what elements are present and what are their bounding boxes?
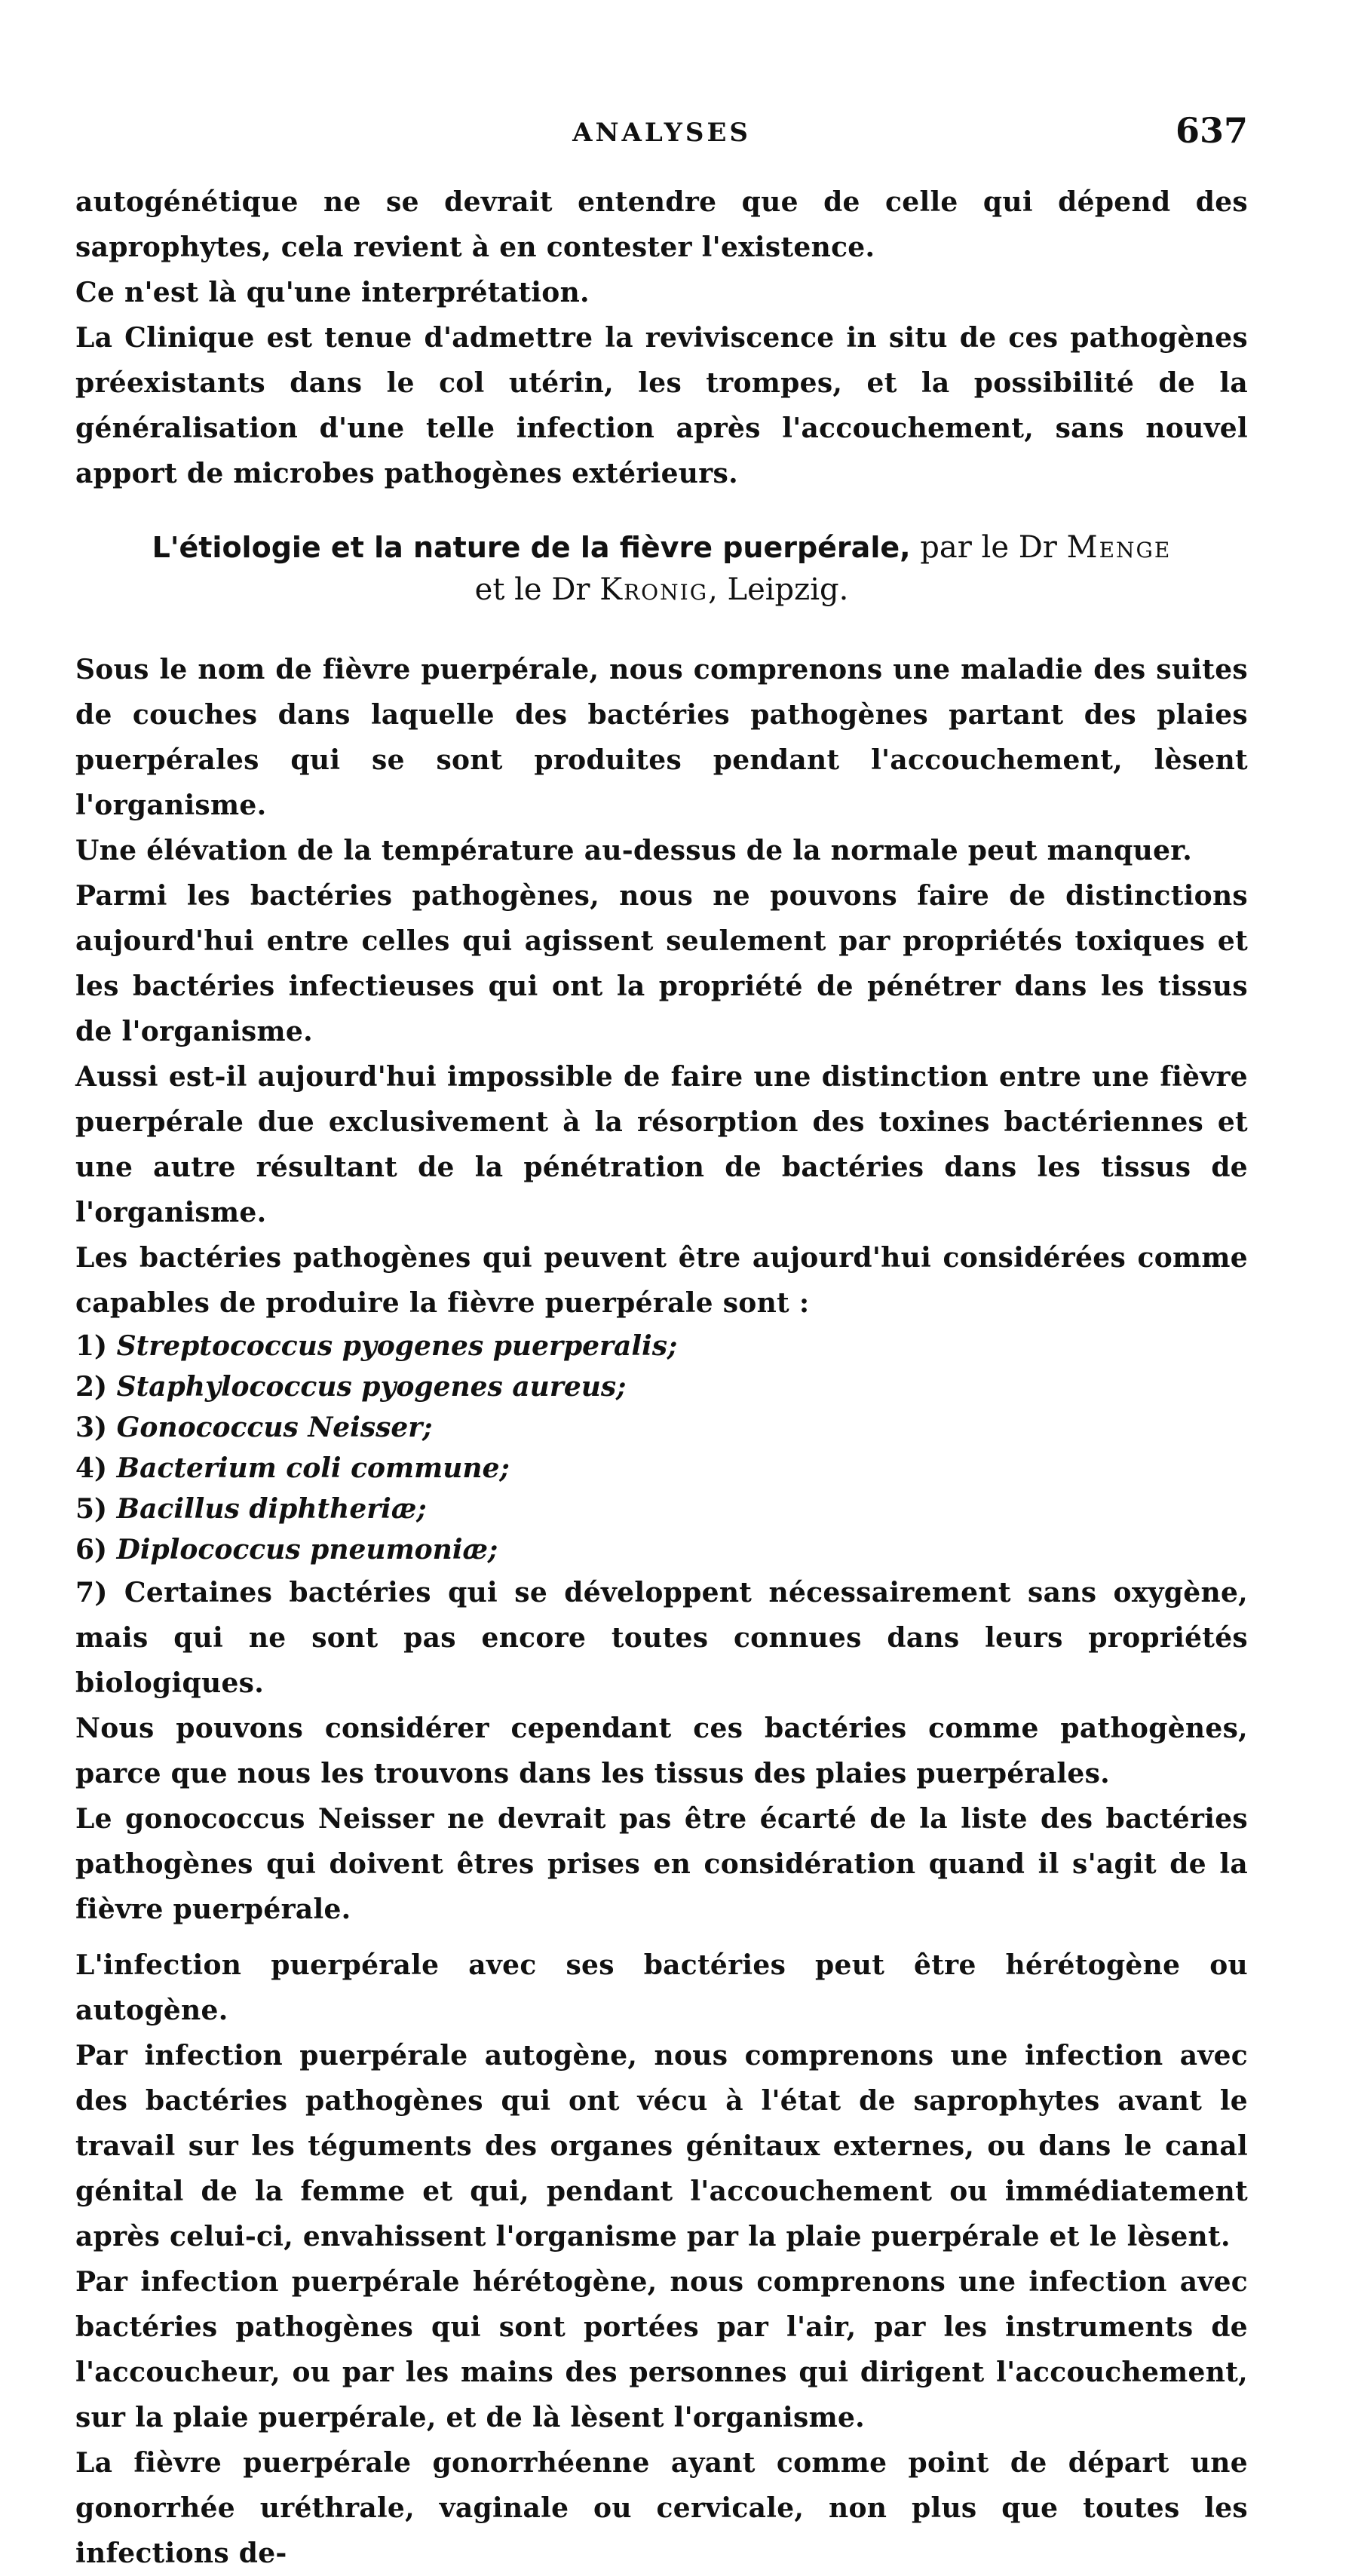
body-paragraph-1: Sous le nom de fièvre puerpérale, nous comprenons une maladie des suites de couches dans laquelle des bactéries pathogènes partant des plaies puerpérales qui se sont produites pendant l'accouchement, lèsent l'organisme. <box>75 654 1248 821</box>
body-paragraph-4: Aussi est-il aujourd'hui impossible de faire une distinction entre une fièvre puerpérale due exclusivement à la résorption des toxines bactériennes et une autre résultant de la pénétration de bactéries dans les tissus de l'organisme. <box>75 1061 1248 1228</box>
body-paragraph-5: Les bactéries pathogènes qui peuvent être aujourd'hui considérées comme capables de produire la fièvre puerpérale sont : <box>75 1242 1248 1319</box>
list-item-7: 7) Certaines bactéries qui se développent nécessairement sans oxygène, mais qui ne sont pas encore toutes connues dans leurs propriétés biologiques. <box>75 1577 1248 1699</box>
list-item <box>75 1366 1248 1407</box>
paragraph-gap <box>75 1932 1248 1943</box>
body-paragraph-3: Parmi les bactéries pathogènes, nous ne pouvons faire de distinctions aujourd'hui entre celles qui agissent seulement par propriétés toxiques et les bactéries infectieuses qui ont la propriété de pénétrer dans les tissus de l'organisme. <box>75 880 1248 1047</box>
article-title-by: par le Dr <box>910 530 1067 565</box>
intro-paragraph-1: autogénétique ne se devrait entendre que de celle qui dépend des saprophytes, cela revient à en contester l'existence. <box>75 186 1248 263</box>
intro-paragraph-2: Ce n'est là qu'une interprétation. <box>75 277 590 308</box>
after-list-paragraph-6: La fièvre puerpérale gonorrhéenne ayant comme point de départ une gonorrhée uréthrale, vaginale ou cervicale, non plus que toutes les infections de- <box>75 2447 1248 2569</box>
article-location: , Leipzig. <box>708 572 849 607</box>
after-list-paragraph-4: Par infection puerpérale autogène, nous comprenons une infection avec des bactéries pathogènes qui ont vécu à l'état de saprophytes avant le travail sur les téguments des organes génitaux externes, ou dans le canal génital de la femme et qui, pendant l'accouchement ou immédiatement après celui-ci, envahissent l'organisme par la plaie puerpérale et le lèsent. <box>75 2040 1248 2252</box>
after-list-paragraph-1: Nous pouvons considérer cependant ces bactéries comme pathogènes, parce que nous les trouvons dans les tissus des plaies puerpérales. <box>75 1713 1248 1789</box>
article-title-main: L'étiologie et la nature de la fièvre puerpérale, <box>152 531 911 564</box>
list-item-text: Diplococcus pneumoniæ; <box>116 1534 498 1566</box>
list-item-text: Staphylococcus pyogenes aureus; <box>116 1371 627 1403</box>
list-item-number: 2) <box>75 1371 108 1403</box>
list-item-number: 4) <box>75 1452 108 1484</box>
list-item-number: 6) <box>75 1534 108 1566</box>
bacteria-list <box>75 1326 1248 1570</box>
article-title-line2: et le Dr <box>474 572 600 607</box>
intro-paragraph-3: La Clinique est tenue d'admettre la reviviscence in situ de ces pathogènes préexistants dans le col utérin, les trompes, et la possibilité de la généralisation d'une telle infection après l'accouchement, sans nouvel apport de microbes pathogènes extérieurs. <box>75 322 1248 489</box>
list-item <box>75 1326 1248 1366</box>
list-item <box>75 1529 1248 1570</box>
page-number: 637 <box>1175 110 1248 151</box>
list-item-text: Bacillus diphtheriæ; <box>116 1493 427 1525</box>
list-item-text: Bacterium coli commune; <box>116 1452 510 1484</box>
list-item-text: Gonococcus Neisser; <box>116 1412 433 1443</box>
article-title <box>75 526 1248 611</box>
after-list-paragraph-2: Le gonococcus Neisser ne devrait pas être écarté de la liste des bactéries pathogènes qui doivent êtres prises en considération quand il s'agit de la fièvre puerpérale. <box>75 1803 1248 1925</box>
article-author-1: Menge <box>1066 530 1172 565</box>
article-author-2: Kronig <box>599 572 709 607</box>
list-item-number: 5) <box>75 1493 108 1525</box>
running-head <box>75 110 1248 173</box>
list-item-text: Streptococcus pyogenes puerperalis; <box>116 1330 678 1362</box>
list-item-number: 3) <box>75 1412 108 1443</box>
after-list-paragraph-3: L'infection puerpérale avec ses bactéries peut être hérétogène ou autogène. <box>75 1949 1248 2026</box>
list-item <box>75 1489 1248 1529</box>
body-paragraph-2: Une élévation de la température au-dessus de la normale peut manquer. <box>75 835 1193 866</box>
list-item-number: 1) <box>75 1330 108 1362</box>
list-item <box>75 1407 1248 1448</box>
after-list-paragraph-5: Par infection puerpérale hérétogène, nous comprenons une infection avec bactéries pathogènes qui sont portées par l'air, par les instruments de l'accoucheur, ou par les mains des personnes qui dirigent l'accouchement, sur la plaie puerpérale, et de là lèsent l'organisme. <box>75 2266 1248 2433</box>
list-item <box>75 1448 1248 1489</box>
running-title: ANALYSES <box>572 118 751 148</box>
